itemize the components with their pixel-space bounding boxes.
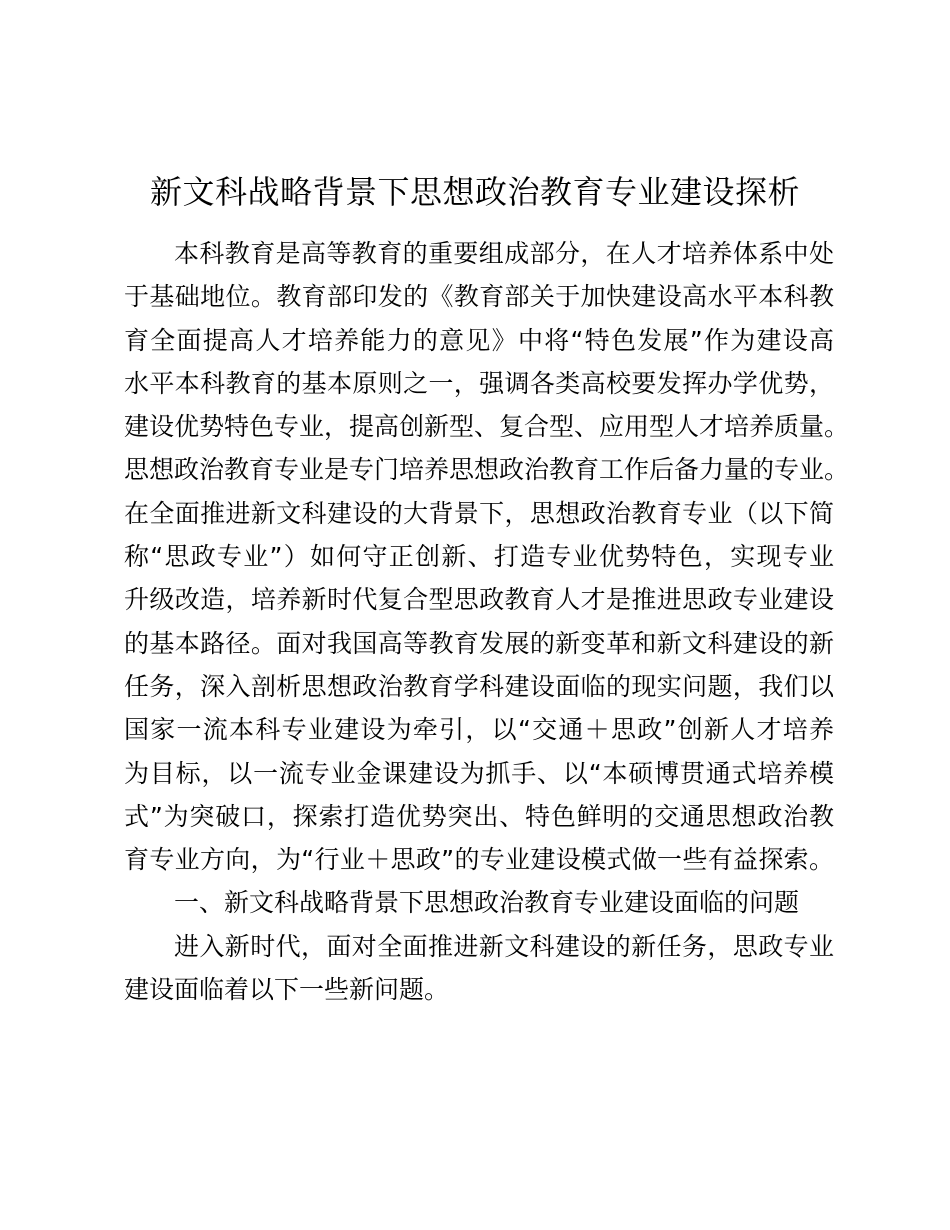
text-line: 水平本科教育的基本原则之一，强调各类高校要发挥办学优势， xyxy=(124,368,834,398)
text-line: 式”为突破口，探索打造优势突出、特色鲜明的交通思想政治教 xyxy=(124,801,834,831)
text-line: 升级改造，培养新时代复合型思政教育人才是推进思政专业建设 xyxy=(124,585,834,615)
text-line: 于基础地位。教育部印发的《教育部关于加快建设高水平本科教 xyxy=(124,282,834,312)
text-line: 育全面提高人才培养能力的意见》中将“特色发展”作为建设高 xyxy=(124,325,834,355)
text-line: 称“思政专业”）如何守正创新、打造专业优势特色，实现专业 xyxy=(124,542,834,572)
text-line: 本科教育是高等教育的重要组成部分，在人才培养体系中处 xyxy=(174,239,834,268)
document-title: 新文科战略背景下思想政治教育专业建设探析 xyxy=(149,173,800,211)
text-line: 进入新时代，面对全面推进新文科建设的新任务，思政专业 xyxy=(174,931,834,961)
text-line: 思想政治教育专业是专门培养思想政治教育工作后备力量的专业。 xyxy=(124,455,850,485)
text-line: 国家一流本科专业建设为牵引，以“交通＋思政”创新人才培养 xyxy=(124,715,834,745)
text-line: 在全面推进新文科建设的大背景下，思想政治教育专业（以下简 xyxy=(124,498,834,528)
text-line: 任务，深入剖析思想政治教育学科建设面临的现实问题，我们以 xyxy=(124,671,834,701)
text-line: 育专业方向，为“行业＋思政”的专业建设模式做一些有益探索。 xyxy=(124,845,834,875)
text-line: 的基本路径。面对我国高等教育发展的新变革和新文科建设的新 xyxy=(124,628,834,658)
text-line: 建设优势特色专业，提高创新型、复合型、应用型人才培养质量。 xyxy=(124,412,850,442)
document-body xyxy=(124,232,850,1011)
text-line: 一、新文科战略背景下思想政治教育专业建设面临的问题 xyxy=(174,888,800,918)
text-line: 为目标，以一流专业金课建设为抓手、以“本硕博贯通式培养模 xyxy=(124,758,834,788)
text-line: 建设面临着以下一些新问题。 xyxy=(124,975,450,1005)
